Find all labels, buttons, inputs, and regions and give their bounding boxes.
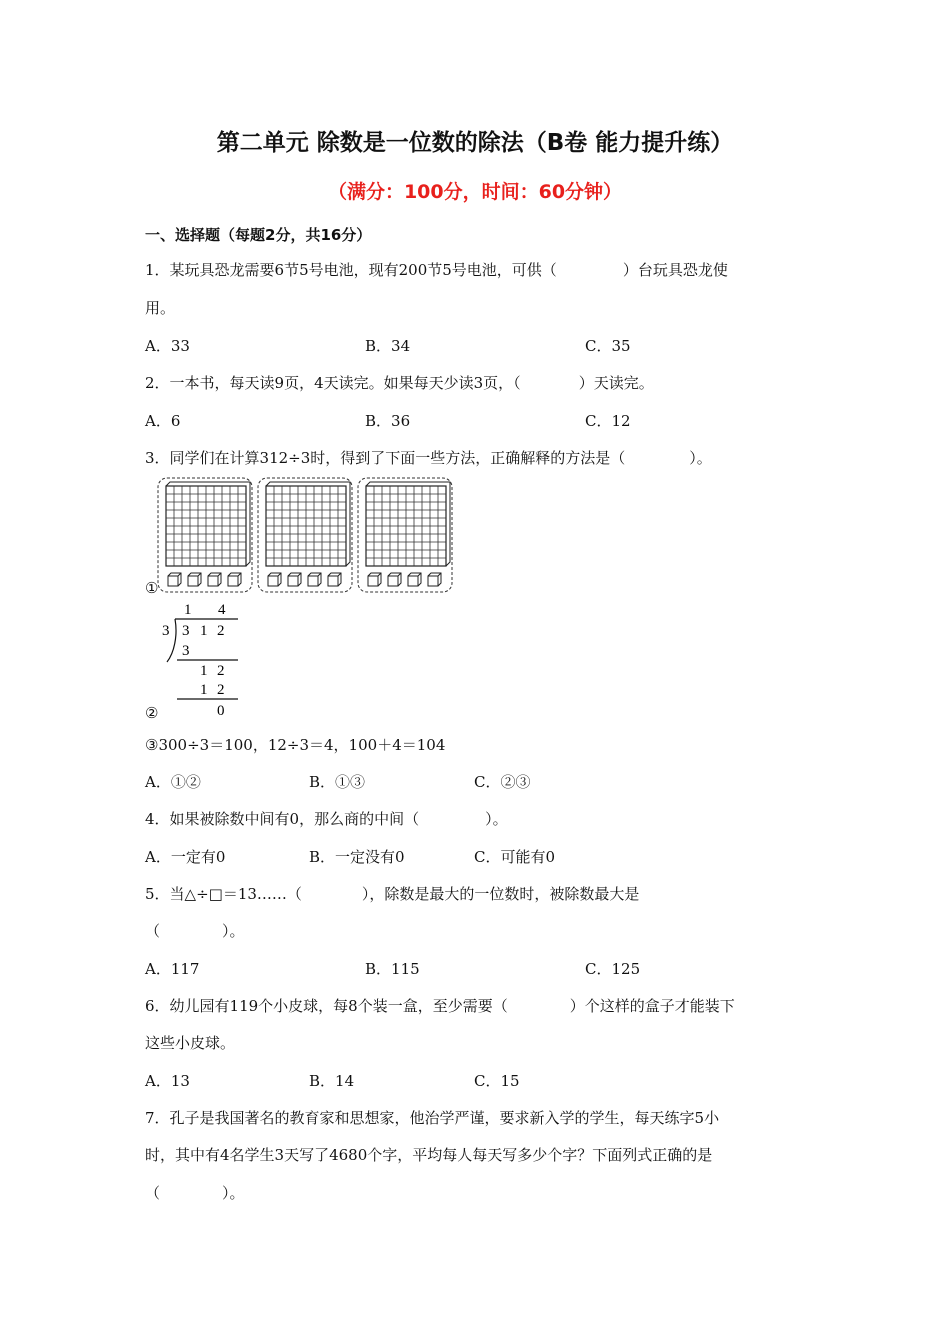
question-3-text: 3．同学们在计算312÷3时，得到了下面一些方法，正确解释的方法是（ [145, 449, 626, 467]
quotient-digit: 1 [184, 602, 192, 618]
question-7-open: （ [145, 1184, 161, 1202]
option-c: C．15 [474, 1072, 520, 1090]
long-division-figure [150, 598, 260, 722]
unit-cube [428, 573, 441, 586]
option-b: B．14 [309, 1072, 355, 1090]
hundred-flat [166, 482, 250, 566]
option-b: B．34 [365, 337, 411, 355]
question-2 [145, 373, 654, 393]
block-group [158, 478, 252, 592]
remainder: 0 [217, 703, 225, 719]
unit-cube [208, 573, 221, 586]
option-c: C．125 [585, 960, 641, 978]
option-c: C．12 [585, 412, 631, 430]
question-1-line2: 用。 [145, 299, 176, 317]
question-5-open: （ [145, 922, 161, 940]
dividend-digit: 1 [200, 623, 208, 639]
option-a: A．一定有0 [145, 848, 226, 866]
hundred-flat [266, 482, 350, 566]
step-digit: 2 [217, 682, 225, 698]
base-ten-blocks-figure [156, 476, 460, 596]
step-digit: 1 [200, 663, 208, 679]
question-4 [145, 809, 508, 829]
question-7-line2: 时，其中有4名学生3天写了4680个字，平均每人每天写多少个字？下面列式正确的是 [145, 1146, 713, 1164]
question-5 [145, 884, 639, 904]
dividend-digit: 2 [217, 623, 225, 639]
question-3 [145, 448, 712, 468]
unit-cube [308, 573, 321, 586]
block-group [358, 478, 452, 592]
question-6-text: 6．幼儿园有119个小皮球，每8个装一盒，至少需要（ [145, 997, 508, 1015]
question-2-text: 2．一本书，每天读9页，4天读完。如果每天少读3页，（ [145, 374, 521, 392]
option-a: A．33 [145, 337, 190, 355]
option-a: A．117 [145, 960, 200, 978]
unit-cube [288, 573, 301, 586]
question-5-text-end: ），除数是最大的一位数时，被除数最大是 [361, 885, 640, 903]
question-5-line2 [145, 921, 245, 941]
question-4-text: 4．如果被除数中间有0，那么商的中间（ [145, 810, 420, 828]
question-1-text-end: ）台玩具恐龙使 [622, 261, 728, 279]
question-7-close: ）。 [222, 1184, 245, 1202]
option-b: B．一定没有0 [309, 848, 405, 866]
question-3-text-end: ）。 [689, 449, 712, 467]
unit-cube [168, 573, 181, 586]
step-digit: 2 [217, 663, 225, 679]
option-c: C．35 [585, 337, 631, 355]
question-4-text-end: ）。 [485, 810, 508, 828]
question-5-close: ）。 [222, 922, 245, 940]
question-7-line3 [145, 1183, 245, 1203]
divisor: 3 [162, 623, 170, 639]
unit-cube [328, 573, 341, 586]
dividend-digit: 3 [182, 623, 190, 639]
option-b: B．①③ [309, 773, 366, 791]
question-1-text: 1．某玩具恐龙需要6节5号电池，现有200节5号电池，可供（ [145, 261, 557, 279]
option-b: B．36 [365, 412, 411, 430]
unit-cube [408, 573, 421, 586]
step-digit: 1 [200, 682, 208, 698]
hundred-flat [366, 482, 450, 566]
option-a: A．①② [145, 773, 201, 791]
unit-cube [388, 573, 401, 586]
option-c: C．可能有0 [474, 848, 556, 866]
question-7: 7．孔子是我国著名的教育家和思想家，他治学严谨，要求新入学的学生，每天练字5小 [145, 1109, 720, 1127]
question-2-text-end: ）天读完。 [578, 374, 654, 392]
question-6-text-end: ）个这样的盒子才能装下 [569, 997, 735, 1015]
unit-cube [368, 573, 381, 586]
option-a: A．13 [145, 1072, 190, 1090]
quotient-digit: 4 [218, 602, 226, 618]
block-group [258, 478, 352, 592]
unit-cube [188, 573, 201, 586]
question-5-text: 5．当△÷□＝13……（ [145, 885, 302, 903]
method-3: ③300÷3＝100，12÷3＝4，100＋4＝104 [145, 736, 446, 754]
step-digit: 3 [182, 643, 190, 659]
page-subtitle: （满分：100分，时间：60分钟） [327, 181, 623, 203]
question-6 [145, 996, 735, 1016]
option-a: A．6 [145, 412, 181, 430]
method-1-label: ① [145, 579, 159, 597]
question-1 [145, 260, 728, 280]
unit-cube [228, 573, 241, 586]
option-c: C．②③ [474, 773, 531, 791]
unit-cube [268, 573, 281, 586]
option-b: B．115 [365, 960, 420, 978]
section-heading: 一、选择题（每题2分，共16分） [145, 226, 372, 244]
method-2-label: ② [145, 704, 159, 722]
page-title: 第二单元 除数是一位数的除法（B卷 能力提升练） [216, 130, 734, 156]
question-6-line2: 这些小皮球。 [145, 1034, 236, 1052]
